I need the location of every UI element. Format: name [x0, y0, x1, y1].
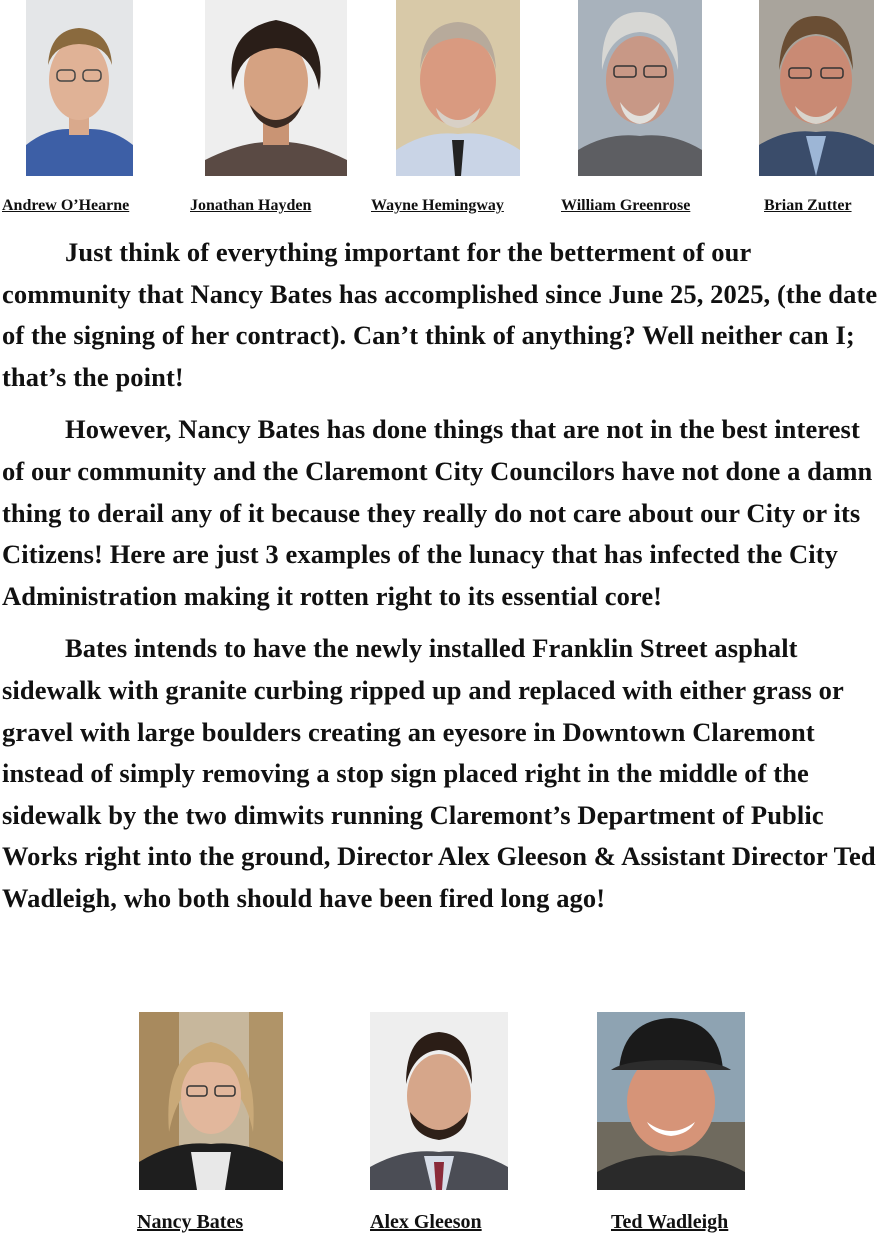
portrait-jonathan-hayden	[205, 0, 347, 176]
caption-andrew-ohearne: Andrew O’Hearne	[2, 197, 130, 214]
portrait-ted-wadleigh	[597, 1012, 745, 1190]
article-paragraph: Bates intends to have the newly installed Franklin Street asphalt sidewalk with granite curbing ripped up and replaced with either grass or gravel with large boulders creating an eyesore in Downtown Claremont instead of simply removing a stop sign placed right in the middle of the sidewalk by the two dimwits running Claremont’s Department of Public Works right into the ground, Director Alex Gleeson & Assistant Director Ted Wadleigh, who both should have been fired long ago!	[2, 633, 876, 913]
caption-william-greenrose: William Greenrose	[561, 197, 691, 214]
article-paragraph: Just think of everything important for the betterment of our community that Nancy Bates has accomplished since June 25, 2025, (the date of the signing of her contract). Can’t think of anything? Well neither can I; that’s the point!	[2, 237, 878, 392]
caption-alex-gleeson: Alex Gleeson	[370, 1211, 482, 1233]
caption-brian-zutter: Brian Zutter	[764, 197, 852, 214]
article-paragraph: However, Nancy Bates has done things that are not in the best interest of our community and the Claremont City Councilors have not done a damn thing to derail any of it because they really do not care about our City or its Citizens! Here are just 3 examples of the lunacy that has infected the City Administration making it rotten right to its essential core!	[2, 414, 873, 611]
caption-nancy-bates: Nancy Bates	[137, 1211, 244, 1233]
caption-wayne-hemingway: Wayne Hemingway	[371, 197, 504, 214]
portrait-william-greenrose	[578, 0, 702, 176]
caption-ted-wadleigh: Ted Wadleigh	[611, 1211, 729, 1233]
article-body	[2, 232, 880, 931]
bottom-portrait-row	[0, 1012, 880, 1235]
caption-jonathan-hayden: Jonathan Hayden	[190, 197, 312, 214]
portrait-andrew-ohearne	[26, 0, 133, 176]
portrait-alex-gleeson	[370, 1012, 508, 1190]
portrait-brian-zutter	[759, 0, 874, 176]
top-portrait-row	[0, 0, 880, 222]
portrait-nancy-bates	[139, 1012, 283, 1190]
portrait-wayne-hemingway	[396, 0, 520, 176]
